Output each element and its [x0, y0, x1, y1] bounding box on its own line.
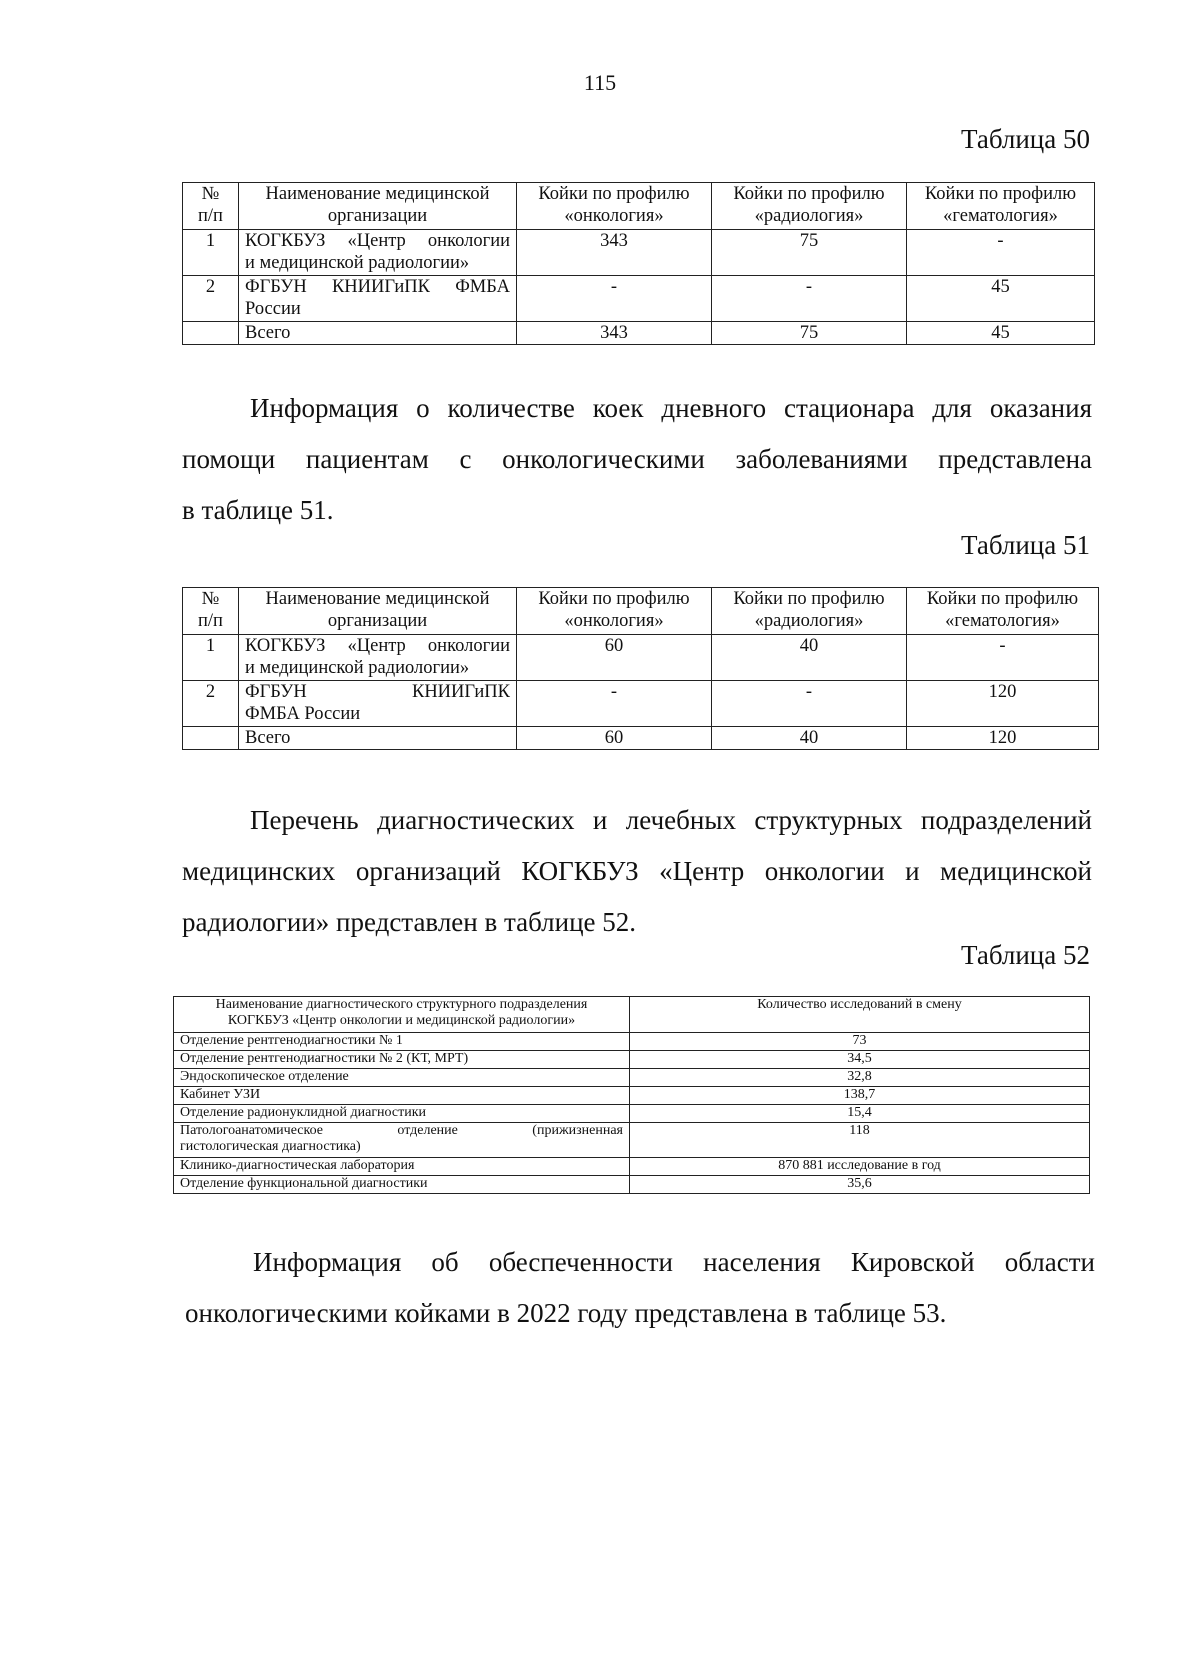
table-row	[183, 183, 1095, 230]
cell-department: Отделение рентгенодиагностики № 1	[174, 1033, 630, 1051]
cell-hematology: 45	[907, 276, 1095, 322]
table-52	[173, 996, 1090, 1194]
cell-oncology: 343	[517, 322, 712, 345]
header-cell-num: № п/п	[183, 588, 239, 635]
table-row	[174, 1123, 1090, 1158]
table-row	[183, 230, 1095, 276]
cell-count: 138,7	[630, 1087, 1090, 1105]
cell-department: Эндоскопическое отделение	[174, 1069, 630, 1087]
header-cell-count: Количество исследований в смену	[630, 997, 1090, 1033]
cell-hematology: 45	[907, 322, 1095, 345]
cell-oncology: 60	[517, 727, 712, 750]
paragraph-line: помощи пациентам с онкологическими заболеваниями представлена	[182, 444, 1092, 474]
cell-num	[183, 727, 239, 750]
table-row	[183, 727, 1099, 750]
paragraph-line: Информация об обеспеченности населения Кировской области	[253, 1247, 1095, 1277]
cell-radiology: 40	[712, 635, 907, 681]
cell-department: Клинико-диагностическая лаборатория	[174, 1158, 630, 1176]
cell-hematology: -	[907, 635, 1099, 681]
cell-name: КОГКБУЗ «Центр онкологии и медицинской радиологии»	[239, 230, 517, 276]
cell-total-label: Всего	[239, 727, 517, 750]
header-cell-hematology: Койки по профилю «гематология»	[907, 588, 1099, 635]
header-cell-hematology: Койки по профилю «гематология»	[907, 183, 1095, 230]
cell-hematology: -	[907, 230, 1095, 276]
table-row	[183, 276, 1095, 322]
cell-count: 34,5	[630, 1051, 1090, 1069]
table-row	[174, 1158, 1090, 1176]
cell-num: 1	[183, 230, 239, 276]
cell-count: 870 881 исследование в год	[630, 1158, 1090, 1176]
cell-oncology: -	[517, 681, 712, 727]
cell-name: ФГБУН КНИИГиПК ФМБА России	[239, 276, 517, 322]
header-cell-oncology: Койки по профилю «онкология»	[517, 588, 712, 635]
table-50-caption: Таблица 50	[961, 124, 1090, 154]
cell-count: 35,6	[630, 1176, 1090, 1194]
cell-name: ФГБУН КНИИГиПК ФМБА России	[239, 681, 517, 727]
table-51	[182, 587, 1099, 750]
page-number: 115	[583, 70, 617, 95]
paragraph-structure-list	[182, 795, 1092, 948]
cell-radiology: -	[712, 681, 907, 727]
paragraph-line: радиологии» представлен в таблице 52.	[182, 907, 637, 937]
table-row	[174, 1105, 1090, 1123]
cell-department: Отделение радионуклидной диагностики	[174, 1105, 630, 1123]
cell-hematology: 120	[907, 681, 1099, 727]
header-cell-num: № п/п	[183, 183, 239, 230]
header-cell-name: Наименование медицинской организации	[239, 588, 517, 635]
header-cell-department: Наименование диагностического структурного подразделения КОГКБУЗ «Центр онкологии и медицинской радиологии»	[174, 997, 630, 1033]
paragraph-line: Информация о количестве коек дневного стационара для оказания	[250, 393, 1092, 423]
header-cell-oncology: Койки по профилю «онкология»	[517, 183, 712, 230]
header-cell-name: Наименование медицинской организации	[239, 183, 517, 230]
cell-oncology: -	[517, 276, 712, 322]
cell-radiology: 75	[712, 230, 907, 276]
cell-department: Кабинет УЗИ	[174, 1087, 630, 1105]
cell-oncology: 60	[517, 635, 712, 681]
table-row	[183, 635, 1099, 681]
paragraph-line: онкологическими койками в 2022 году представлена в таблице 53.	[185, 1298, 947, 1328]
cell-department: Отделение рентгенодиагностики № 2 (КТ, МРТ)	[174, 1051, 630, 1069]
paragraph-line: в таблице 51.	[182, 495, 334, 525]
paragraph-line: Перечень диагностических и лечебных структурных подразделений	[250, 805, 1092, 835]
paragraph-beds-info	[182, 383, 1092, 536]
cell-num	[183, 322, 239, 345]
table-row	[174, 1051, 1090, 1069]
paragraph-provision-info	[185, 1237, 1095, 1339]
cell-count: 73	[630, 1033, 1090, 1051]
cell-count: 15,4	[630, 1105, 1090, 1123]
table-52-caption: Таблица 52	[961, 940, 1090, 970]
table-row	[174, 1069, 1090, 1087]
table-row	[174, 1033, 1090, 1051]
table-row	[183, 588, 1099, 635]
cell-radiology: 40	[712, 727, 907, 750]
table-row	[183, 681, 1099, 727]
header-cell-radiology: Койки по профилю «радиология»	[712, 588, 907, 635]
cell-num: 1	[183, 635, 239, 681]
cell-count: 32,8	[630, 1069, 1090, 1087]
cell-department: Отделение функциональной диагностики	[174, 1176, 630, 1194]
cell-name: КОГКБУЗ «Центр онкологии и медицинской радиологии»	[239, 635, 517, 681]
cell-radiology: 75	[712, 322, 907, 345]
header-cell-radiology: Койки по профилю «радиология»	[712, 183, 907, 230]
table-50	[182, 182, 1095, 345]
table-row	[183, 322, 1095, 345]
cell-department: Патологоанатомическое отделение (прижизненная гистологическая диагностика)	[174, 1123, 630, 1158]
cell-total-label: Всего	[239, 322, 517, 345]
cell-hematology: 120	[907, 727, 1099, 750]
cell-oncology: 343	[517, 230, 712, 276]
cell-num: 2	[183, 681, 239, 727]
table-row	[174, 1087, 1090, 1105]
cell-num: 2	[183, 276, 239, 322]
table-51-caption: Таблица 51	[961, 530, 1090, 560]
cell-count: 118	[630, 1123, 1090, 1158]
table-row	[174, 997, 1090, 1033]
paragraph-line: медицинских организаций КОГКБУЗ «Центр онкологии и медицинской	[182, 856, 1092, 886]
cell-radiology: -	[712, 276, 907, 322]
table-row	[174, 1176, 1090, 1194]
